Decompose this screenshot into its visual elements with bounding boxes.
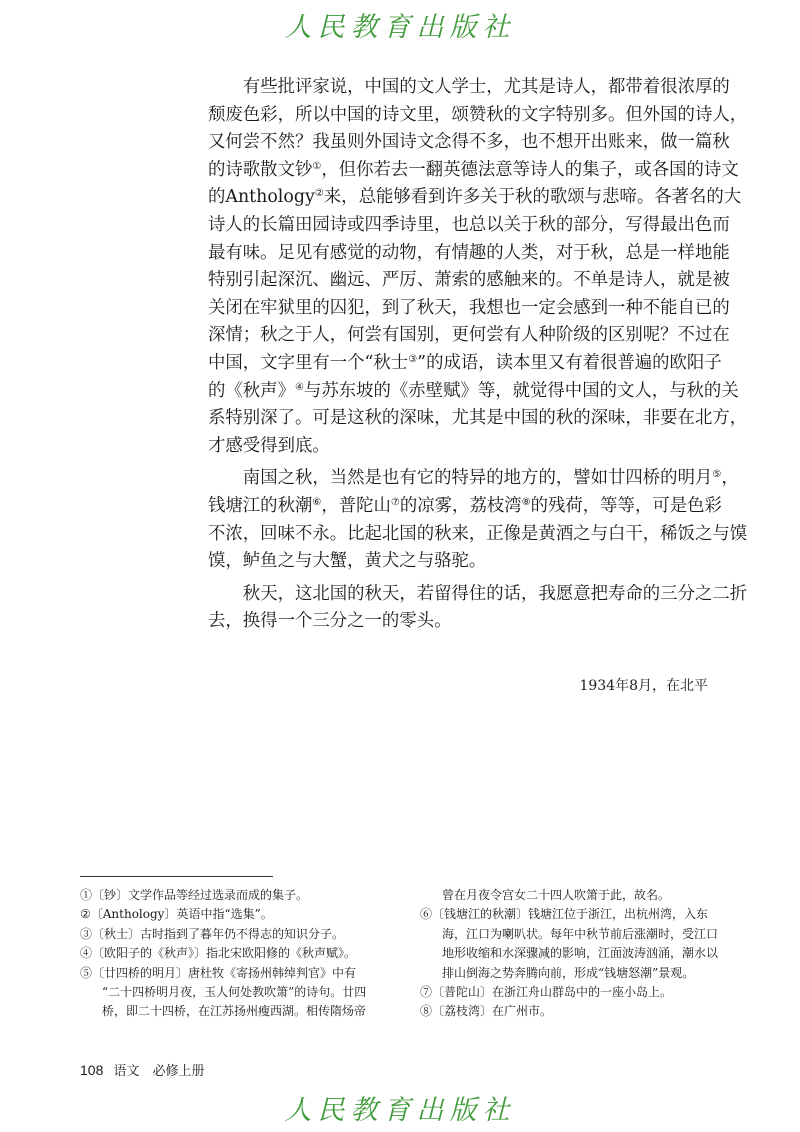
text-line: 钱塘江的秋潮⑥，普陀山⑦的凉雾，荔枝湾⑧的残荷，等等，可是色彩 (208, 495, 722, 516)
footnote-line: ⑥〔钱塘江的秋潮〕钱塘江位于浙江，出杭州湾，入东 (420, 907, 709, 922)
footnote-item (80, 944, 400, 963)
footnote-marker: ④ (294, 381, 304, 393)
footnote-item (80, 905, 400, 924)
publisher-logo-top: 人民教育出版社 (284, 12, 516, 43)
publisher-logo-bottom: 人民教育出版社 (284, 1095, 516, 1126)
footnote-marker: ⑥ (312, 496, 322, 508)
footnote-line: ⑦〔普陀山〕在浙江舟山群岛中的一座小岛上。 (420, 985, 673, 1000)
footnote-marker: ① (312, 160, 322, 172)
text-line: 深情；秋之于人，何尝有国别，更何尝有人种阶级的区别呢？不过在 (208, 325, 730, 346)
footnote-item (80, 886, 400, 905)
text-line: 颓废色彩，所以中国的诗文里，颂赞秋的文字特别多。但外国的诗人， (208, 104, 748, 125)
footnote-item (420, 905, 720, 983)
text-line: 又何尝不然？我虽则外国诗文念得不多，也不想开出账来，做一篇秋 (208, 132, 730, 153)
footnote-line: 曾在月夜令宫女二十四人吹箫于此，故名。 (442, 888, 671, 902)
footnote-line: ②〔Anthology〕英语中指“选集”。 (80, 907, 273, 922)
text-line: 去，换得一个三分之一的零头。 (208, 611, 452, 632)
footnote-marker: ⑤ (712, 469, 722, 481)
footnote-line: ④〔欧阳子的《秋声》〕指北宋欧阳修的《秋声赋》。 (80, 946, 357, 961)
footnote-item (420, 886, 720, 905)
text-line: 中国，文字里有一个“秋士③”的成语，读本里又有着很普遍的欧阳子 (208, 352, 722, 373)
footnote-line: ⑤〔廿四桥的明月〕唐杜牧《寄扬州韩绰判官》中有 (80, 965, 357, 980)
text-line: 南国之秋，当然是也有它的特异的地方的，譬如廿四桥的明月⑤， (242, 468, 739, 489)
footnote-item (420, 1002, 720, 1021)
footnote-line: “二十四桥明月夜，玉人何处教吹箫”的诗句。廿四 (102, 985, 367, 1000)
text-line: 的Anthology②来，总能够看到许多关于秋的歌颂与悲啼。各著名的大 (208, 187, 742, 208)
footnote-line: 排山倒海之势奔腾向前，形成“钱塘怒潮”景观。 (442, 965, 695, 980)
footnote-line: ③〔秋士〕古时指到了暮年仍不得志的知识分子。 (80, 926, 345, 941)
footnote-item (420, 983, 720, 1002)
footnote-item (80, 925, 400, 944)
text-line: 才感受得到底。 (208, 435, 330, 456)
footnote-marker: ⑧ (521, 496, 531, 508)
footnote-divider (80, 876, 273, 877)
footnote-marker: ② (314, 188, 324, 200)
text-line: 不浓，回味不永。比起北国的秋来，正像是黄酒之与白干，稀饭之与馍 (208, 523, 748, 544)
paragraph (208, 74, 748, 460)
text-line: 系特别深了。可是这秋的深味，尤其是中国的秋的深味，非要在北方， (208, 408, 748, 429)
footnote-line: ⑧〔荔枝湾〕在广州市。 (420, 1004, 553, 1019)
paragraph (208, 465, 748, 575)
book-title: 语文 必修上册 (113, 1064, 205, 1079)
text-line: 的诗歌散文钞①，但你若去一翻英德法意等诗人的集子，或各国的诗文 (208, 159, 739, 180)
footnote-marker: ⑦ (390, 496, 400, 508)
footnote-line: 地形收缩和水深骤减的影响，江面波涛汹涌，潮水以 (442, 946, 719, 961)
text-line: 最有味。足见有感觉的动物，有情趣的人类，对于秋，总是一样地能 (208, 242, 730, 263)
footnote-line: ①〔钞〕文学作品等经过选录而成的集子。 (80, 888, 309, 902)
paragraph (208, 581, 748, 636)
footnote-line: 海，江口为喇叭状。每年中秋节前后涨潮时，受江口 (442, 926, 719, 941)
page-footer (80, 1060, 205, 1079)
footnotes-right-column (420, 886, 720, 1022)
page-number: 108 (80, 1062, 104, 1078)
text-line: 诗人的长篇田园诗或四季诗里，也总以关于秋的部分，写得最出色而 (208, 214, 730, 235)
text-line: 特别引起深沉、幽远、严厉、萧索的感触来的。不单是诗人，就是被 (208, 270, 730, 291)
footnote-marker: ③ (408, 353, 418, 365)
footnote-item (80, 964, 400, 1022)
text-line: 关闭在牢狱里的囚犯，到了秋天，我想也一定会感到一种不能自已的 (208, 297, 730, 318)
date-signature: 1934年8月，在北平 (579, 678, 708, 694)
article-body (208, 74, 748, 641)
text-line: 的《秋声》④与苏东坡的《赤壁赋》等，就觉得中国的文人，与秋的关 (208, 380, 739, 401)
footnote-line: 桥，即二十四桥，在江苏扬州瘦西湖。相传隋炀帝 (102, 1004, 367, 1019)
text-line: 馍，鲈鱼之与大蟹，黄犬之与骆驼。 (208, 551, 487, 572)
text-line: 有些批评家说，中国的文人学士，尤其是诗人，都带着很浓厚的 (242, 77, 730, 97)
footnotes-left-column (80, 886, 400, 1022)
text-line: 秋天，这北国的秋天，若留得住的话，我愿意把寿命的三分之二折 (242, 583, 748, 604)
